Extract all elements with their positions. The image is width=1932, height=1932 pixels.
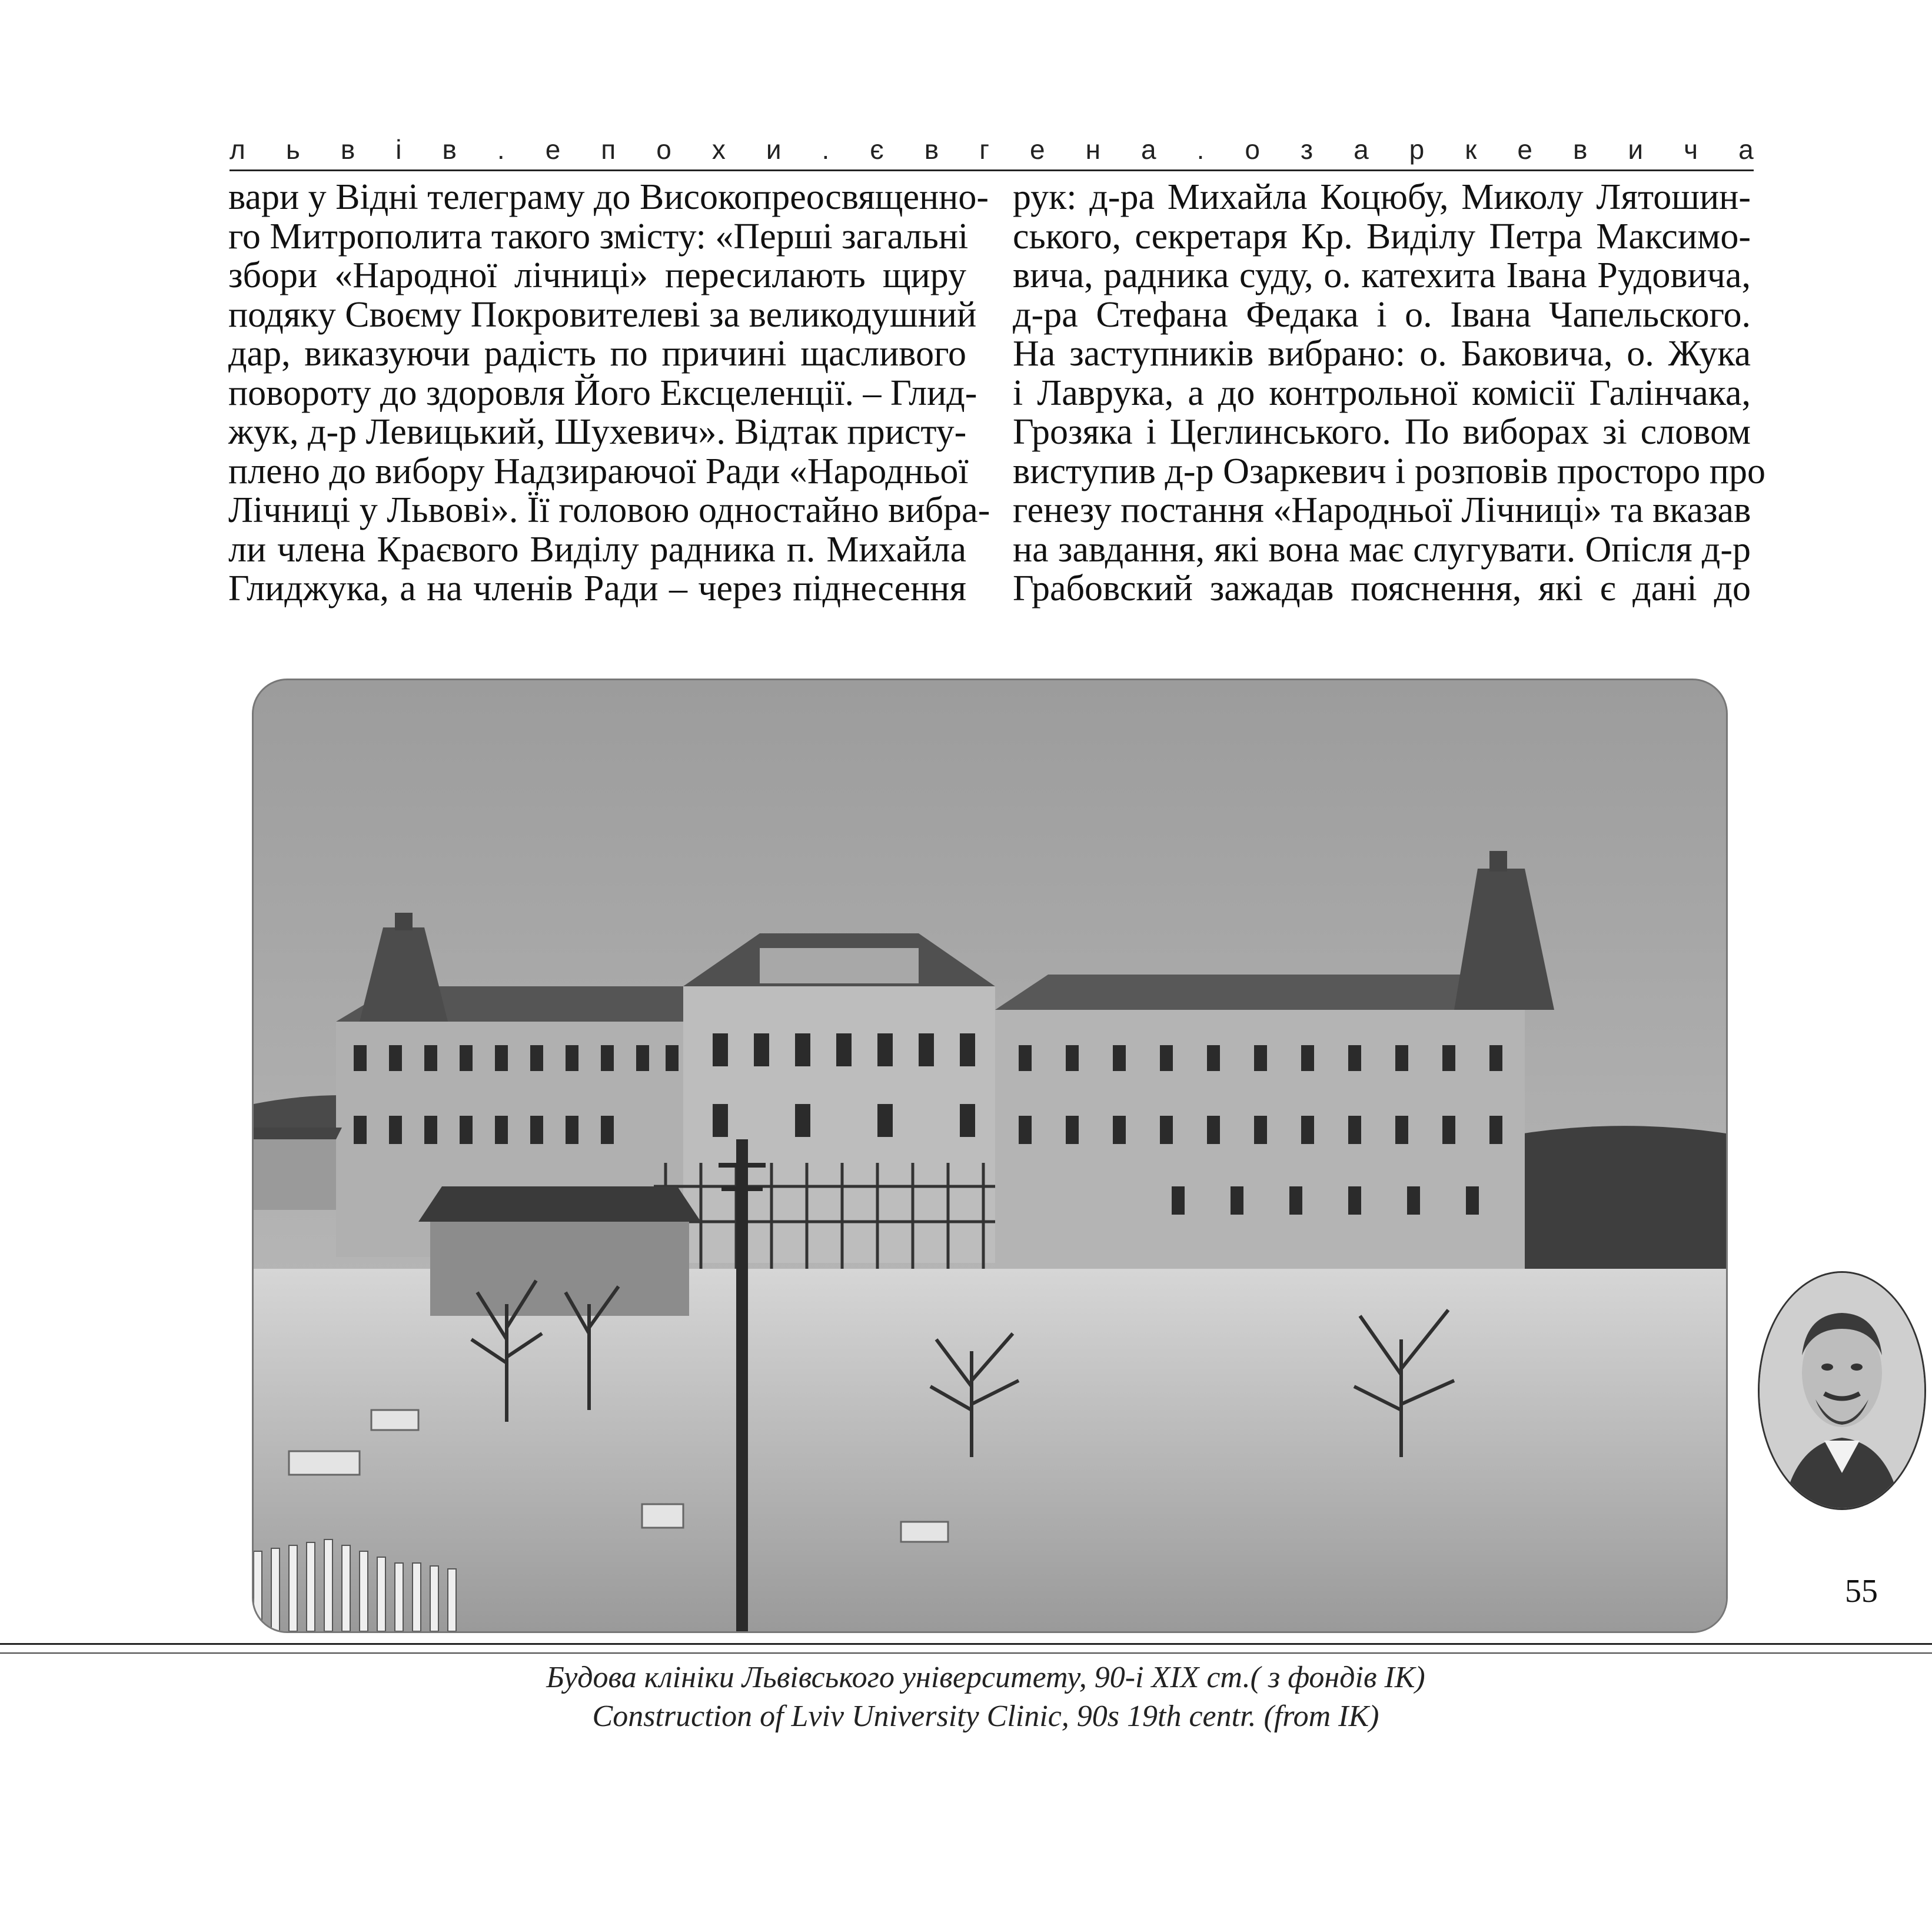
text-line: На заступників вибрано: о. Баковича, о. Жука (1013, 334, 1751, 374)
text-line: збори «Народної лічниці» пересилають щиру (228, 255, 966, 295)
photo-caption (412, 1658, 1559, 1736)
running-head-letter: е (545, 134, 561, 165)
running-head-letter: и (766, 134, 782, 165)
text-line: рук: д-ра Михайла Коцюбу, Миколу Лятошин- (1013, 177, 1751, 217)
clinic-construction-photo (252, 679, 1728, 1633)
right-text-column (1013, 177, 1765, 608)
running-head-letter: р (1409, 134, 1425, 165)
running-head-letter: е (1517, 134, 1532, 165)
text-line: дар, виказуючи радість по причині щасливого (228, 334, 966, 374)
page-number: 55 (1845, 1573, 1878, 1610)
footer-rule-secondary (0, 1652, 1932, 1654)
running-head-letter: є (870, 134, 884, 165)
running-head-letter: . (497, 134, 505, 165)
running-head-letter: ь (285, 134, 300, 165)
running-head-letter: к (1465, 134, 1477, 165)
running-head-letter: з (1300, 134, 1314, 165)
running-head-letter: і (395, 134, 402, 165)
running-head-letter: х (711, 134, 726, 165)
running-head-letter: в (924, 134, 939, 165)
running-head-letter: г (979, 134, 989, 165)
text-line: жук, д-р Левицький, Шухевич». Відтак присту- (228, 412, 967, 452)
running-head-letter: о (1245, 134, 1260, 165)
text-line: плено до вибору Надзираючої Ради «Народньої (228, 451, 969, 491)
text-line: на завдання, які вона має слугувати. Опісля д-р (1013, 529, 1751, 570)
running-head-letter: о (656, 134, 671, 165)
text-line: го Митрополита такого змісту: «Перші загальні (228, 216, 969, 257)
text-line: повороту до здоровля Його Ексцеленції. – Глид- (228, 373, 977, 413)
running-head-letter: л (230, 134, 245, 165)
text-line: Грозяка і Цеглинського. По виборах зі словом (1013, 412, 1751, 452)
running-head-letter: п (601, 134, 616, 165)
caption-english: Construction of Lviv University Clinic, 90s 19th centr. (from IK) (592, 1700, 1379, 1733)
running-head-letter: в (1572, 134, 1588, 165)
running-head (230, 132, 1754, 167)
running-head-letter: . (1196, 134, 1205, 165)
running-head-letter: а (1738, 134, 1754, 165)
text-line: Лічниці у Львові». Її головою одностайно вибра- (228, 490, 990, 530)
text-line: виступив д-р Озаркевич і розповів просторо про (1013, 451, 1765, 491)
text-line: подяку Своєму Покровителеві за великодушний (228, 294, 977, 335)
text-line: ли члена Краєвого Виділу радника п. Михайла (228, 529, 966, 570)
left-text-column (228, 177, 990, 608)
text-line: ського, секретаря Кр. Виділу Петра Максимо- (1013, 216, 1751, 257)
text-line: генезу постання «Народньої Лічниці» та вказав (1013, 490, 1751, 530)
running-head-letter: а (1141, 134, 1156, 165)
header-rule (230, 169, 1754, 171)
running-head-letter: а (1354, 134, 1369, 165)
running-head-letter: в (442, 134, 457, 165)
running-head-letter: ч (1684, 134, 1698, 165)
portrait-engraving (1758, 1271, 1926, 1510)
running-head-letter: и (1628, 134, 1644, 165)
text-line: і Лаврука, а до контрольної комісії Галінчака, (1013, 373, 1751, 413)
text-line: вича, радника суду, о. катехита Івана Рудовича, (1013, 255, 1751, 295)
running-head-letter: в (340, 134, 355, 165)
running-head-letter: . (822, 134, 830, 165)
text-line: Глиджука, а на членів Ради – через піднесення (228, 568, 966, 608)
running-head-letter: н (1085, 134, 1100, 165)
text-line: д-ра Стефана Федака і о. Івана Чапельского. (1013, 294, 1751, 335)
footer-rule (0, 1643, 1932, 1645)
caption-ukrainian: Будова клініки Львівського університету, 90-і XIX ст.( з фондів ІК) (546, 1661, 1425, 1694)
text-line: Грабовский зажадав пояснення, які є дані до (1013, 568, 1751, 608)
running-head-letter: е (1030, 134, 1045, 165)
text-line: вари у Відні телеграму до Високопреосвященно- (228, 177, 989, 217)
